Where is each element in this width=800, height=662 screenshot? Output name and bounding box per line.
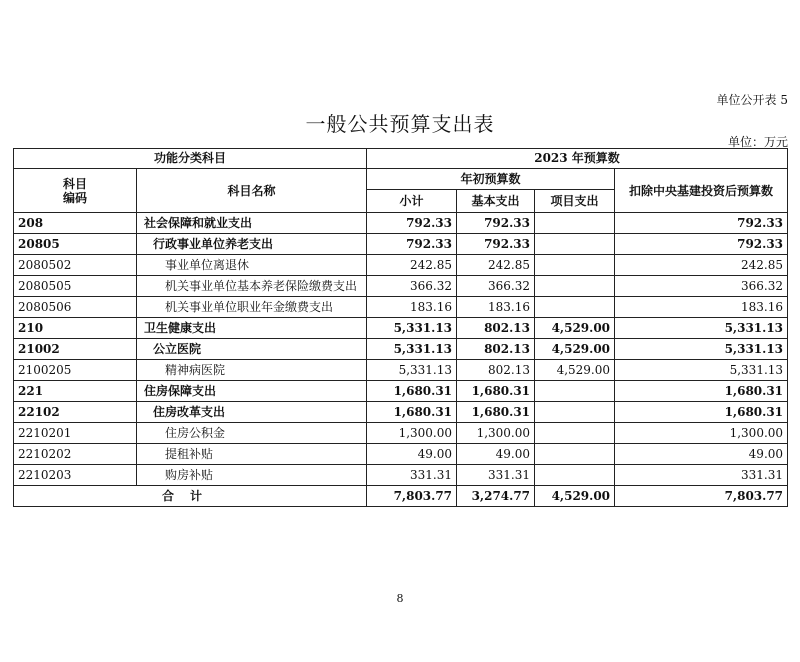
- row-basic: 49.00: [457, 444, 535, 465]
- table-row: [14, 402, 788, 423]
- project-expenditure-header: 项目支出: [535, 190, 615, 213]
- row-code: 2080506: [14, 297, 137, 318]
- row-code: 20805: [14, 234, 137, 255]
- table-row: [14, 255, 788, 276]
- row-project: [535, 444, 615, 465]
- table-row: [14, 360, 788, 381]
- row-excluding: 331.31: [615, 465, 788, 486]
- row-subtotal: 366.32: [367, 276, 457, 297]
- row-name: 精神病医院: [137, 360, 367, 381]
- initial-budget-header: 年初预算数: [367, 169, 615, 190]
- row-excluding: 5,331.13: [615, 318, 788, 339]
- row-subtotal: 1,300.00: [367, 423, 457, 444]
- table-row: [14, 297, 788, 318]
- row-project: [535, 465, 615, 486]
- row-subtotal: 5,331.13: [367, 360, 457, 381]
- table-row: [14, 423, 788, 444]
- basic-expenditure-header: 基本支出: [457, 190, 535, 213]
- row-subtotal: 792.33: [367, 234, 457, 255]
- row-project: 4,529.00: [535, 318, 615, 339]
- row-basic: 802.13: [457, 339, 535, 360]
- row-name: 住房保障支出: [137, 381, 367, 402]
- row-project: [535, 381, 615, 402]
- row-code: 2210201: [14, 423, 137, 444]
- subtotal-header: 小计: [367, 190, 457, 213]
- row-basic: 1,680.31: [457, 402, 535, 423]
- row-subtotal: 183.16: [367, 297, 457, 318]
- row-name: 提租补贴: [137, 444, 367, 465]
- row-name: 行政事业单位养老支出: [137, 234, 367, 255]
- table-row: [14, 234, 788, 255]
- table-row: [14, 339, 788, 360]
- header-row-1: [14, 149, 788, 169]
- total-row: [14, 486, 788, 507]
- row-code: 210: [14, 318, 137, 339]
- row-code: 208: [14, 213, 137, 234]
- row-excluding: 1,680.31: [615, 381, 788, 402]
- table-row: [14, 213, 788, 234]
- row-name: 购房补贴: [137, 465, 367, 486]
- row-name: 社会保障和就业支出: [137, 213, 367, 234]
- row-name: 住房公积金: [137, 423, 367, 444]
- row-basic: 792.33: [457, 234, 535, 255]
- row-project: [535, 276, 615, 297]
- table-row: [14, 444, 788, 465]
- row-excluding: 5,331.13: [615, 339, 788, 360]
- row-basic: 366.32: [457, 276, 535, 297]
- row-code: 2100205: [14, 360, 137, 381]
- table-row: [14, 465, 788, 486]
- row-subtotal: 5,331.13: [367, 318, 457, 339]
- total-label: 合计: [14, 486, 367, 507]
- total-excluding: 7,803.77: [615, 486, 788, 507]
- table-row: [14, 318, 788, 339]
- subject-code-header-line1: 科目: [62, 176, 87, 191]
- row-project: 4,529.00: [535, 360, 615, 381]
- row-basic: 242.85: [457, 255, 535, 276]
- row-subtotal: 49.00: [367, 444, 457, 465]
- total-subtotal: 7,803.77: [367, 486, 457, 507]
- row-excluding: 242.85: [615, 255, 788, 276]
- row-basic: 802.13: [457, 360, 535, 381]
- row-code: 221: [14, 381, 137, 402]
- row-excluding: 49.00: [615, 444, 788, 465]
- row-basic: 802.13: [457, 318, 535, 339]
- row-project: [535, 297, 615, 318]
- page-title: 一般公共预算支出表: [305, 112, 495, 136]
- row-code: 2080502: [14, 255, 137, 276]
- row-name: 卫生健康支出: [137, 318, 367, 339]
- row-code: 2210202: [14, 444, 137, 465]
- row-excluding: 5,331.13: [615, 360, 788, 381]
- subject-code-header: [14, 169, 137, 213]
- row-basic: 792.33: [457, 213, 535, 234]
- total-basic: 3,274.77: [457, 486, 535, 507]
- header-row-2: [14, 169, 788, 190]
- row-basic: 331.31: [457, 465, 535, 486]
- row-name: 机关事业单位基本养老保险缴费支出: [137, 276, 367, 297]
- table-number-label: 单位公开表 5: [716, 93, 788, 107]
- row-name: 住房改革支出: [137, 402, 367, 423]
- row-excluding: 792.33: [615, 213, 788, 234]
- total-project: 4,529.00: [535, 486, 615, 507]
- row-basic: 1,680.31: [457, 381, 535, 402]
- row-excluding: 1,300.00: [615, 423, 788, 444]
- budget-2023-header: 2023 年预算数: [367, 149, 788, 169]
- row-name: 机关事业单位职业年金缴费支出: [137, 297, 367, 318]
- row-subtotal: 242.85: [367, 255, 457, 276]
- row-code: 2210203: [14, 465, 137, 486]
- page-number: 8: [396, 592, 404, 605]
- budget-expenditure-table: [13, 148, 788, 507]
- functional-category-header: 功能分类科目: [14, 149, 367, 169]
- row-basic: 1,300.00: [457, 423, 535, 444]
- table-row: [14, 381, 788, 402]
- row-excluding: 366.32: [615, 276, 788, 297]
- row-code: 21002: [14, 339, 137, 360]
- row-subtotal: 792.33: [367, 213, 457, 234]
- row-project: [535, 423, 615, 444]
- subject-code-header-line2: 编码: [62, 190, 87, 205]
- row-excluding: 183.16: [615, 297, 788, 318]
- row-project: 4,529.00: [535, 339, 615, 360]
- row-basic: 183.16: [457, 297, 535, 318]
- row-name: 公立医院: [137, 339, 367, 360]
- table-row: [14, 276, 788, 297]
- row-subtotal: 5,331.13: [367, 339, 457, 360]
- row-project: [535, 234, 615, 255]
- row-excluding: 792.33: [615, 234, 788, 255]
- subject-name-header: 科目名称: [137, 169, 367, 213]
- row-excluding: 1,680.31: [615, 402, 788, 423]
- unit-label: 单位：万元: [727, 135, 788, 149]
- row-project: [535, 255, 615, 276]
- row-project: [535, 213, 615, 234]
- row-subtotal: 1,680.31: [367, 402, 457, 423]
- row-code: 2080505: [14, 276, 137, 297]
- row-subtotal: 1,680.31: [367, 381, 457, 402]
- row-name: 事业单位离退休: [137, 255, 367, 276]
- excluding-central-header: 扣除中央基建投资后预算数: [615, 169, 788, 213]
- row-code: 22102: [14, 402, 137, 423]
- row-subtotal: 331.31: [367, 465, 457, 486]
- row-project: [535, 402, 615, 423]
